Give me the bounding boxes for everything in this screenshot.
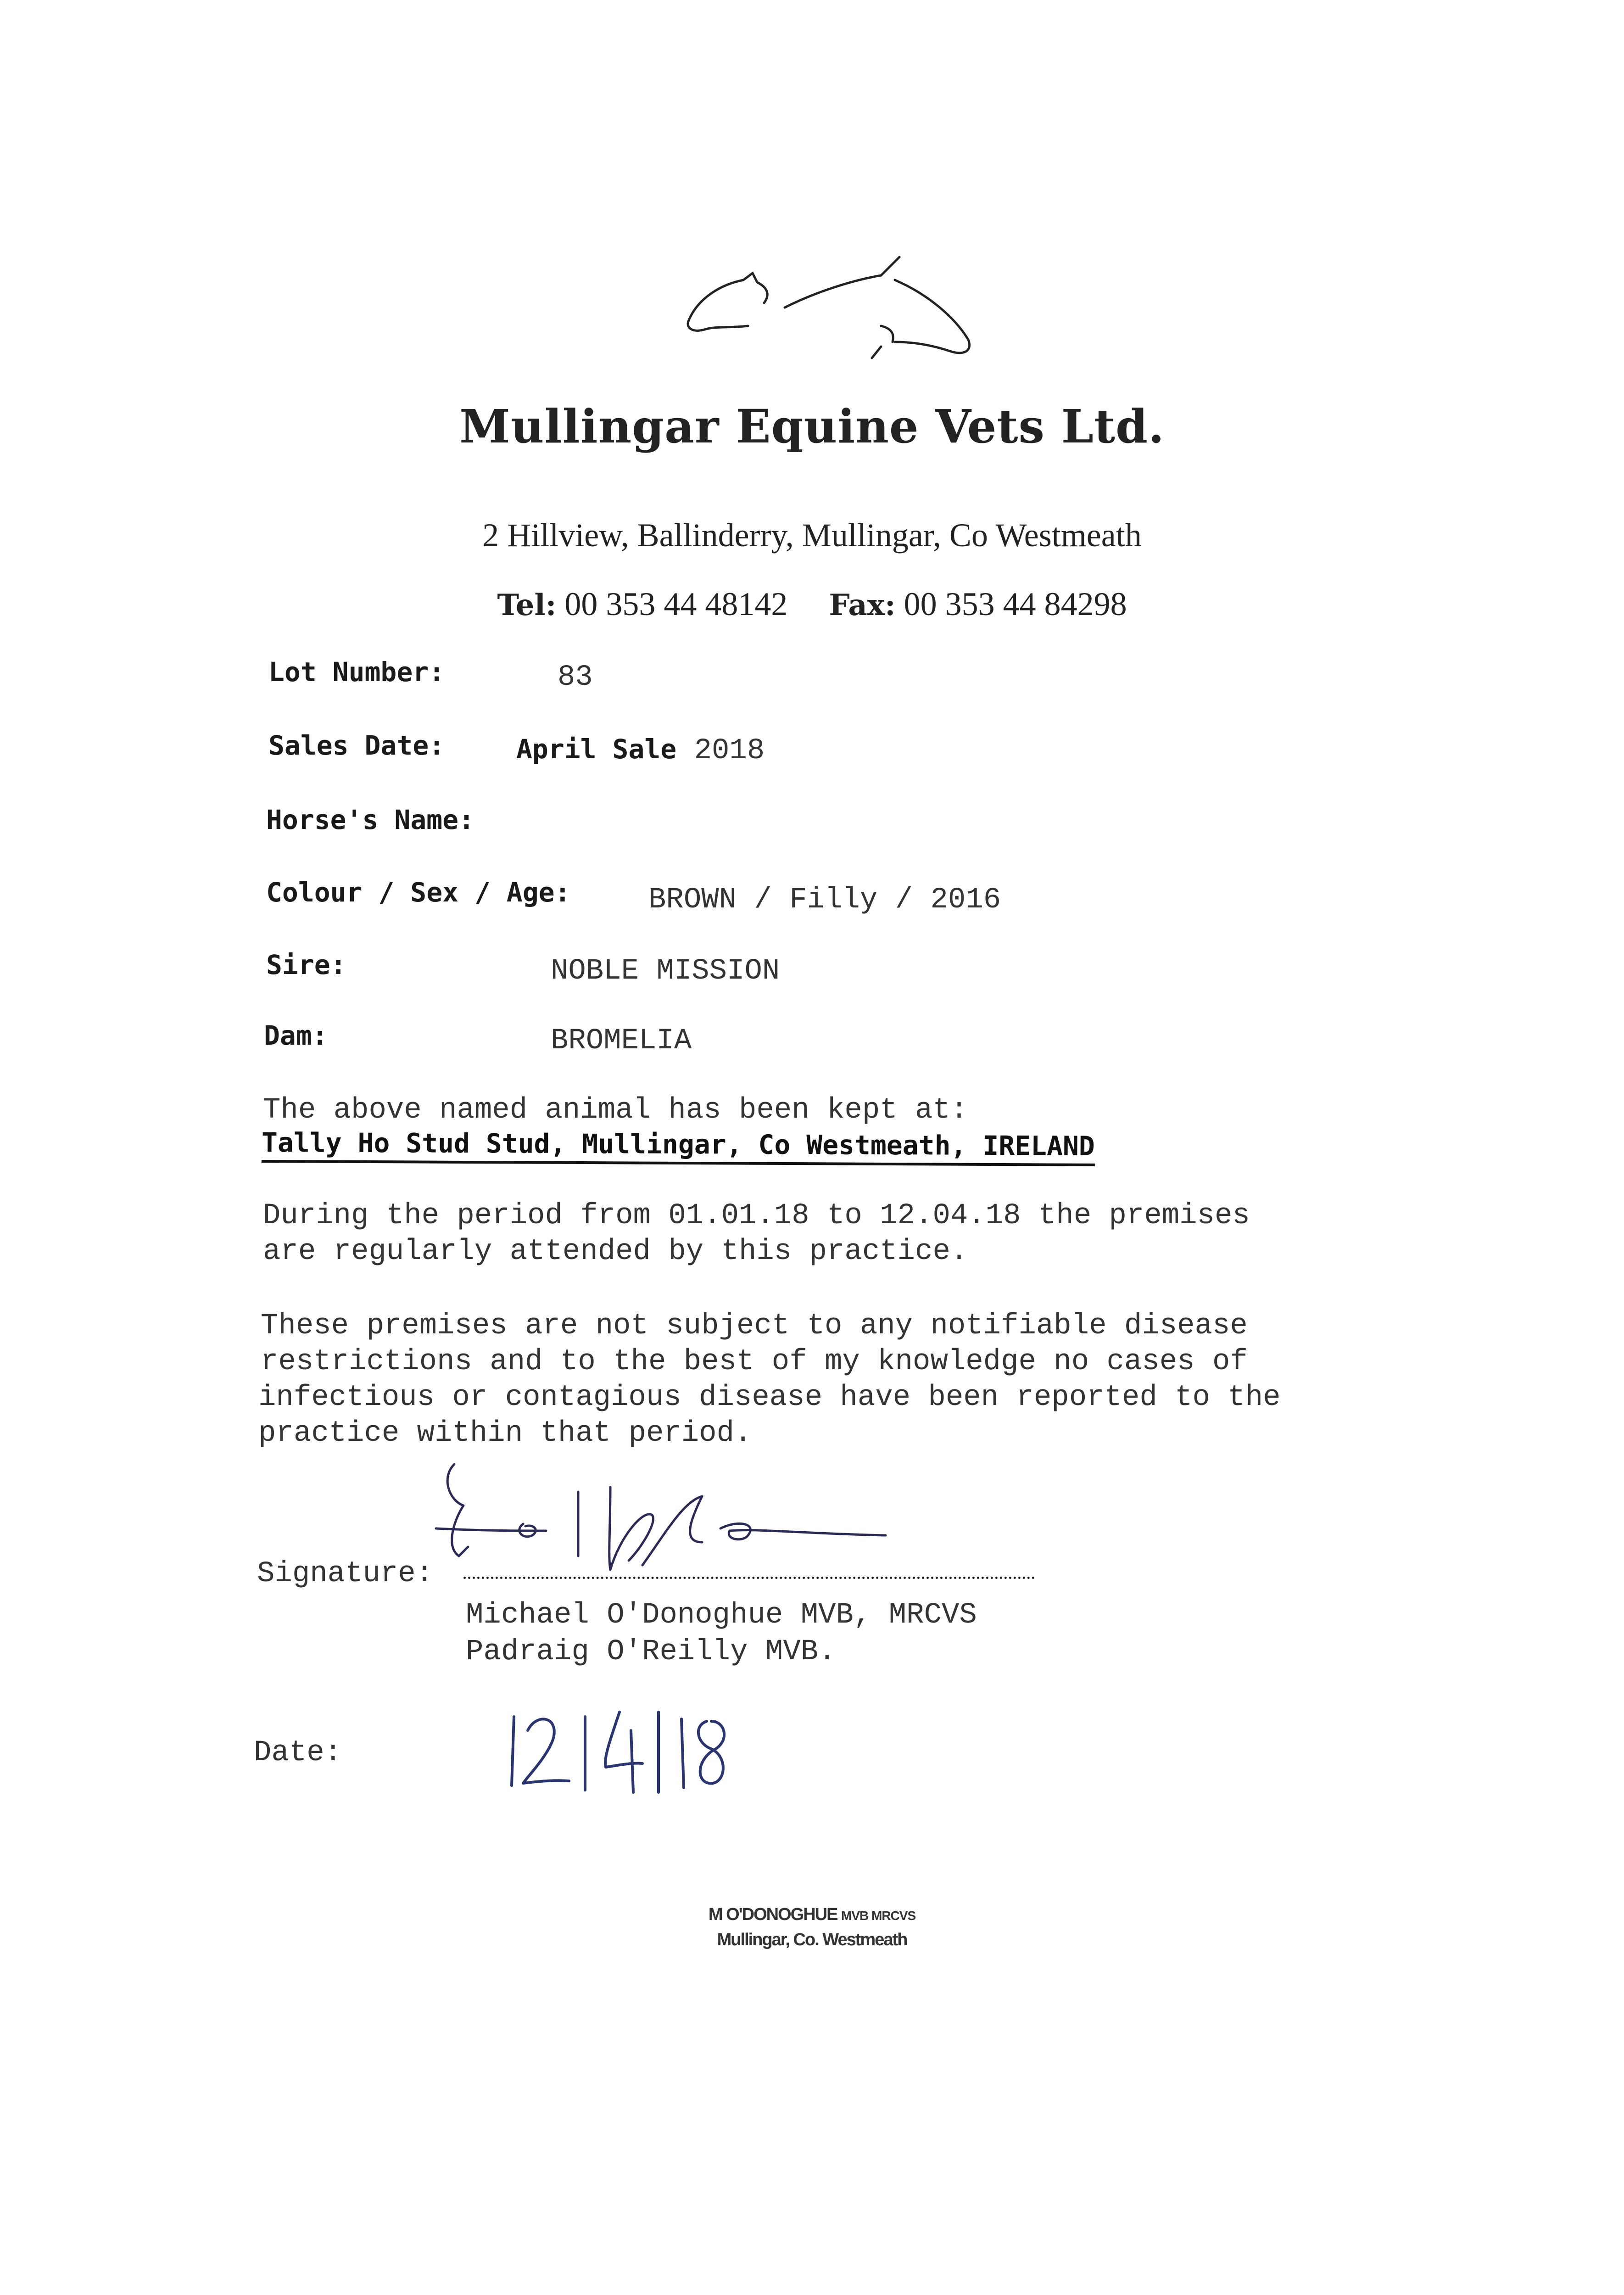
company-address: 2 Hillview, Ballinderry, Mullingar, Co Westmeath: [482, 517, 1142, 554]
contact-line: [0, 585, 1624, 623]
stamp-location: Mullingar, Co. Westmeath: [717, 1930, 907, 1949]
dam-value: BROMELIA: [551, 1024, 692, 1058]
colour-sex-age-value: BROWN / Filly / 2016: [648, 884, 1001, 917]
period-line-2: are regularly attended by this practice.: [263, 1235, 968, 1268]
vet-name-1: Michael O'Donoghue MVB, MRCVS: [466, 1599, 977, 1632]
disease-line-4: practice within that period.: [258, 1417, 752, 1450]
tel-label: Tel:: [497, 588, 557, 622]
stamp-line-1: [0, 1905, 1624, 1925]
handwritten-date: [500, 1698, 739, 1804]
sales-date-value-sale: April Sale: [516, 733, 677, 765]
sales-date-value-year: 2018: [676, 734, 765, 767]
premises-address: Tally Ho Stud Stud, Mullingar, Co Westmeath, IRELAND: [262, 1127, 1095, 1166]
date-label: Date:: [254, 1736, 342, 1769]
sire-value: NOBLE MISSION: [551, 955, 780, 988]
horse-heads-logo-icon: [679, 248, 977, 367]
vet-name-2: Padraig O'Reilly MVB.: [466, 1635, 836, 1668]
horse-name-label: Horse's Name:: [266, 804, 474, 835]
fax-label: Fax:: [829, 588, 896, 622]
sire-label: Sire:: [266, 949, 346, 980]
company-name: Mullingar Equine Vets Ltd.: [459, 399, 1165, 453]
period-line-1: During the period from 01.01.18 to 12.04.18 the premises: [263, 1199, 1250, 1232]
dam-label: Dam:: [264, 1020, 328, 1051]
lot-number-value: 83: [558, 661, 593, 694]
tel-value: 00 353 44 48142: [556, 586, 788, 622]
sales-date-value: [516, 733, 765, 767]
disease-line-2: restrictions and to the best of my knowledge no cases of: [261, 1345, 1248, 1378]
colour-sex-age-label: Colour / Sex / Age:: [266, 877, 571, 908]
stamp-credentials: MVB MRCVS: [841, 1909, 916, 1923]
disease-line-3: infectious or contagious disease have been reported to the: [258, 1381, 1281, 1414]
kept-at-intro: The above named animal has been kept at:: [263, 1094, 968, 1127]
signature-label: Signature:: [257, 1557, 434, 1590]
stamp-name: M O'DONOGHUE: [708, 1905, 837, 1924]
fax-value: 00 353 44 84298: [895, 586, 1127, 622]
disease-line-1: These premises are not subject to any notifiable disease: [261, 1310, 1248, 1343]
handwritten-signature: [427, 1450, 895, 1616]
lot-number-label: Lot Number:: [268, 656, 445, 688]
sales-date-label: Sales Date:: [268, 730, 445, 761]
